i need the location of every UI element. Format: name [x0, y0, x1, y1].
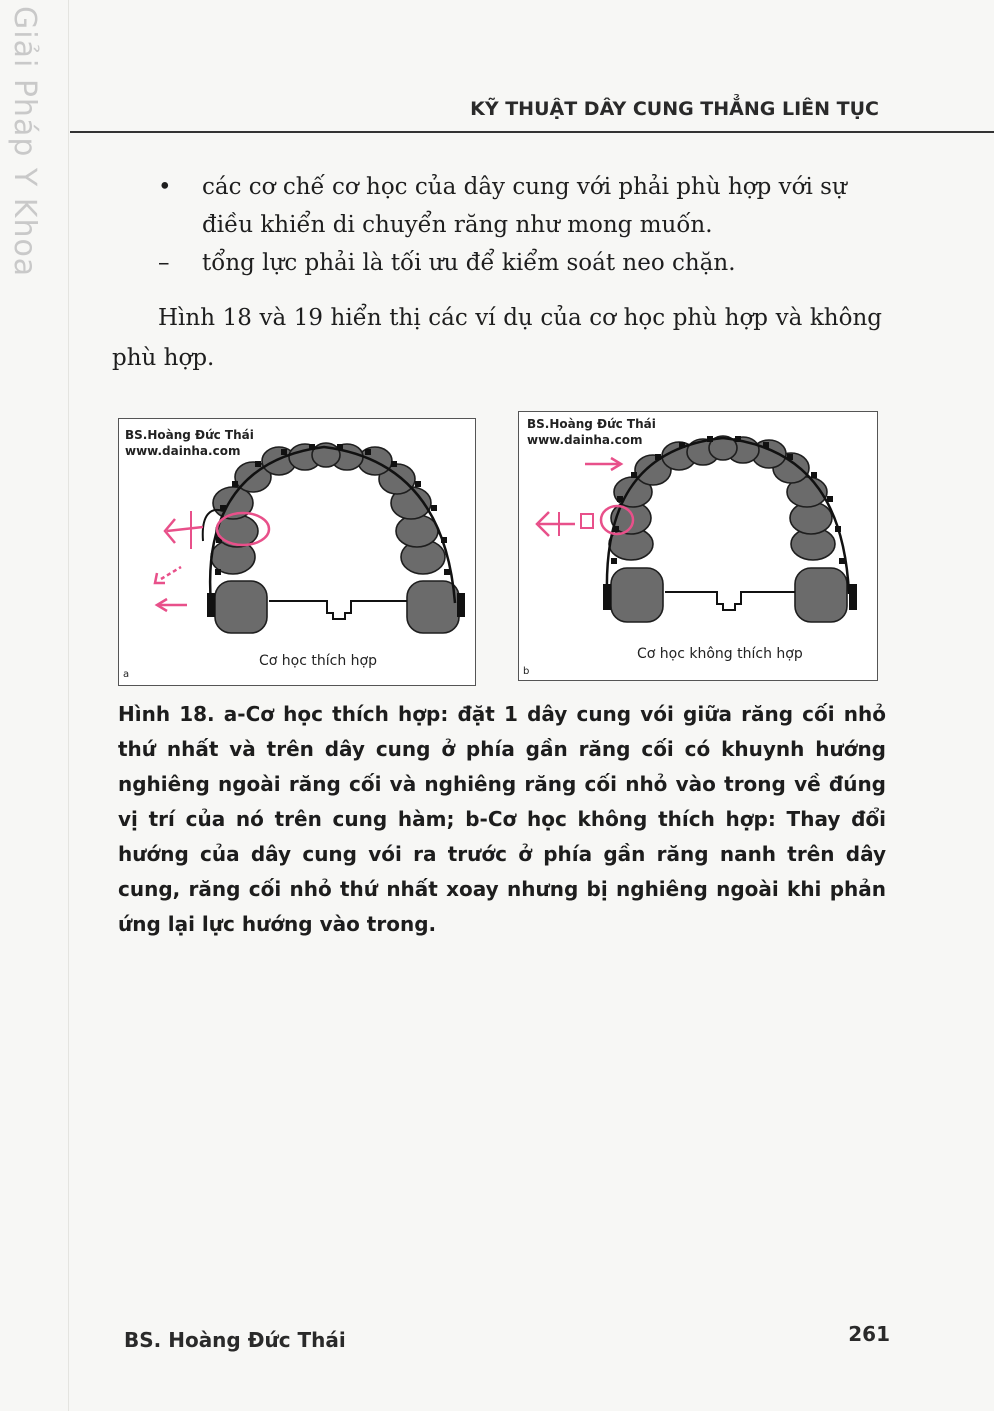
page-number: 261 [848, 1322, 890, 1346]
footer-author: BS. Hoàng Đức Thái [124, 1328, 346, 1352]
watermark-url: www.dainha.com [527, 433, 643, 447]
figure-caption: Hình 18. a-Cơ học thích hợp: đặt 1 dây cung vói giữa răng cối nhỏ thứ nhất và trên dây cung ở phía gần răng cối có khuynh hướng nghiêng ngoài răng cối và nghiêng răng cối nhỏ vào trong về đúng vị trí của nó trên cung hàm; b-Cơ học không thích hợp: Thay đổi hướng của dây cung vói ra trước ở phía gần răng nanh trên dây cung, răng cối nhỏ thứ nhất xoay nhưng bị nghiêng ngoài khi phản ứng lại lực hướng vào trong. [118, 702, 886, 936]
figure-a-watermark [125, 427, 254, 459]
list-item-text: tổng lực phải là tối ưu để kiểm soát neo chặn. [202, 250, 736, 276]
body-paragraph: Hình 18 và 19 hiển thị các ví dụ của cơ học phù hợp và không phù hợp. [112, 305, 882, 371]
list-item [150, 168, 890, 244]
watermark-name: BS.Hoàng Đức Thái [527, 417, 656, 431]
bullet-list [150, 168, 890, 282]
panel-letter-b: b [523, 666, 530, 677]
figure-panel-a [118, 418, 476, 686]
watermark-url: www.dainha.com [125, 444, 241, 458]
list-item-text: các cơ chế cơ học của dây cung với phải phù hợp với sự điều khiển di chuyển răng như mong muốn. [202, 174, 847, 238]
side-watermark: Giải Pháp Y Khoa [7, 6, 42, 278]
figure-b-label: Cơ học không thích hợp [637, 646, 803, 662]
figure-b-watermark [527, 416, 656, 448]
dash-marker: – [158, 250, 170, 276]
watermark-name: BS.Hoàng Đức Thái [125, 428, 254, 442]
list-item [150, 244, 890, 282]
panel-letter-a: a [123, 669, 130, 680]
running-header: KỸ THUẬT DÂY CUNG THẲNG LIÊN TỤC [470, 98, 879, 120]
dental-arch-illustration-b [519, 412, 877, 680]
bullet-marker: • [158, 174, 172, 200]
header-rule [70, 131, 994, 133]
figure-panel-b [518, 411, 878, 681]
figure-a-label: Cơ học thích hợp [259, 653, 377, 669]
page-edge [68, 0, 69, 1411]
